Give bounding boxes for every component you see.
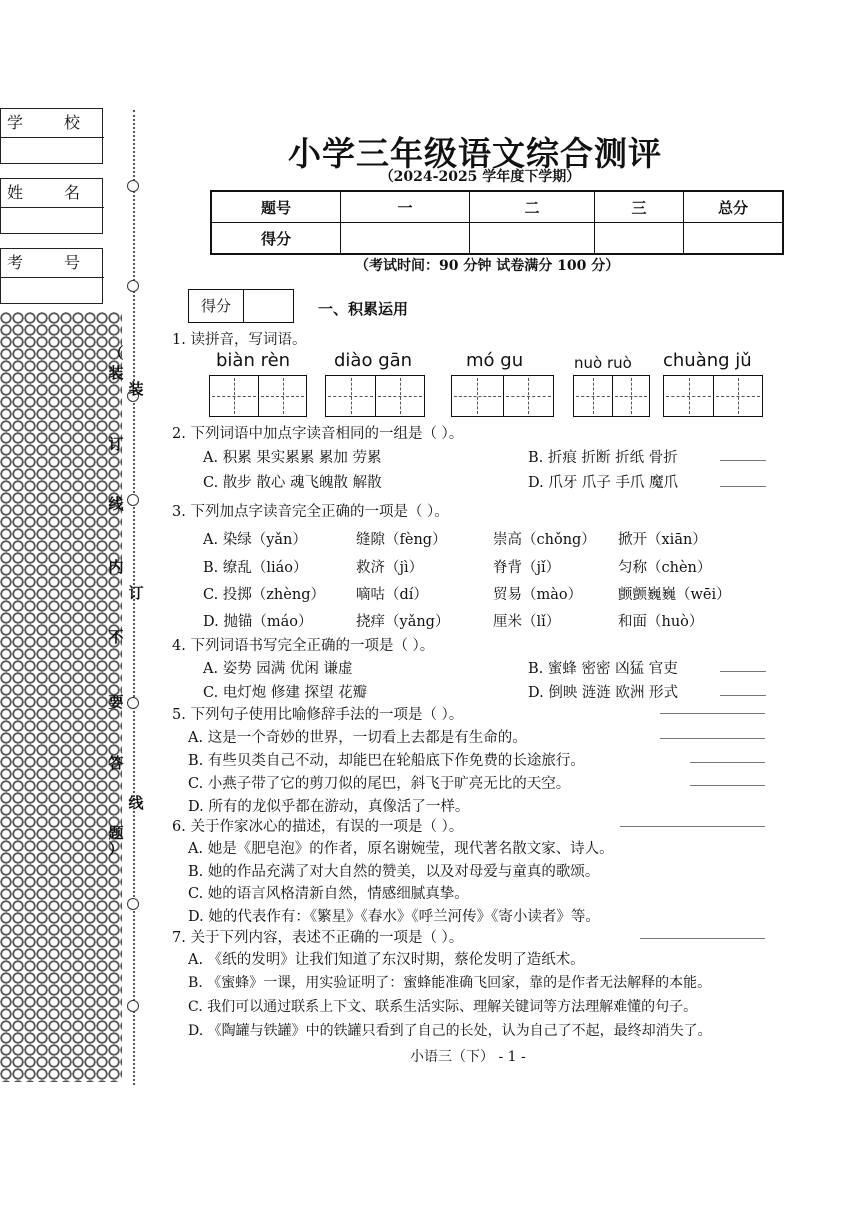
binding-char: 线 <box>128 794 144 812</box>
option-b[interactable]: B. 蜜蜂 密密 凶猛 官吏 <box>528 661 678 677</box>
score-cell[interactable] <box>595 223 684 255</box>
binding-hole <box>127 1000 139 1012</box>
option-c[interactable]: C. 我们可以通过联系上下文、联系生活实际、理解关键词等方法理解难懂的句子。 <box>188 999 698 1015</box>
question-stem: 4. 下列词语书写完全正确的一项是（ ）。 <box>172 638 435 654</box>
exam-number-label: 考 号 <box>1 249 104 278</box>
pinyin-label: chuàng jǔ <box>663 350 752 371</box>
writing-grid[interactable] <box>451 375 554 417</box>
binding-char: （ <box>108 344 124 362</box>
option-b-word: 匀称（chèn） <box>618 560 712 576</box>
score-header-cell: 三 <box>595 191 684 223</box>
rule-line <box>640 938 765 939</box>
option-b[interactable]: B. 缭乱（liáo） <box>203 560 308 576</box>
option-a-word: 缝隙（fèng） <box>356 532 447 548</box>
option-d-word: 厘米（lǐ） <box>493 614 561 630</box>
name-field[interactable] <box>0 178 103 234</box>
binding-texture <box>0 312 122 1082</box>
score-cell: 得分 <box>211 223 341 255</box>
binding-char: 装 <box>128 380 144 398</box>
option-b[interactable]: B. 《蜜蜂》一课，用实验证明了：蜜蜂能准确飞回家，靠的是作者无法解释的本能。 <box>188 975 712 991</box>
pinyin-label: diào gān <box>334 350 413 371</box>
pinyin-label: nuò ruò <box>574 354 632 372</box>
option-a[interactable]: A. 姿势 园满 优闲 谦虚 <box>203 661 353 677</box>
section-score-label: 得分 <box>189 290 244 322</box>
option-c[interactable]: C. 她的语言风格清新自然，情感细腻真挚。 <box>188 886 469 902</box>
score-table-header-row <box>211 191 783 223</box>
binding-hole <box>127 180 139 192</box>
question-stem: 2. 下列词语中加点字读音相同的一组是（ ）。 <box>172 426 464 442</box>
binding-char: 题 <box>108 824 124 842</box>
option-b-word: 脊背（jǐ） <box>493 560 561 576</box>
option-b[interactable]: B. 她的作品充满了对大自然的赞美，以及对母爱与童真的歌颂。 <box>188 864 600 880</box>
page-subtitle: （2024-2025 学年度下学期） <box>379 169 581 185</box>
binding-hole <box>127 494 139 506</box>
question-stem: 5. 下列句子使用比喻修辞手法的一项是（ ）。 <box>172 707 464 723</box>
binding-char: 不 <box>108 628 124 646</box>
question-stem: 1. 读拼音，写词语。 <box>172 332 307 348</box>
binding-char: 装 <box>108 364 124 382</box>
option-b-word: 救济（jì） <box>356 560 424 576</box>
binding-char: 要 <box>108 693 124 711</box>
option-c-word: 颤颤巍巍（wēi） <box>618 587 731 603</box>
score-cell[interactable] <box>341 223 470 255</box>
option-c[interactable]: C. 小燕子带了它的剪刀似的尾巴，斜飞于旷亮无比的天空。 <box>188 776 571 792</box>
option-d[interactable]: D. 爪牙 爪子 手爪 魔爪 <box>528 475 679 491</box>
name-label: 姓 名 <box>1 179 104 208</box>
option-c[interactable]: C. 电灯炮 修建 探望 花瓣 <box>203 685 368 701</box>
score-header-cell: 总分 <box>684 191 784 223</box>
score-header-cell: 题号 <box>211 191 341 223</box>
option-a[interactable]: A. 这是一个奇妙的世界，一切看上去都是有生命的。 <box>188 730 527 746</box>
binding-hole <box>127 280 139 292</box>
option-b[interactable]: B. 有些贝类自己不动，却能巴在轮船底下作免费的长途旅行。 <box>188 753 585 769</box>
rule-line <box>660 738 765 739</box>
score-cell[interactable] <box>470 223 595 255</box>
rule-line <box>690 785 765 786</box>
option-d-word: 挠痒（yǎng） <box>356 614 450 630</box>
question-stem: 7. 关于下列内容，表述不正确的一项是（ ）。 <box>172 930 464 946</box>
exam-info: （考试时间：90 分钟 试卷满分 100 分） <box>355 258 620 274</box>
option-d[interactable]: D. 抛锚（máo） <box>203 614 313 630</box>
pinyin-label: mó gu <box>466 350 524 371</box>
binding-char: 线 <box>108 495 124 513</box>
binding-char: 内 <box>108 558 124 576</box>
binding-char: 订 <box>108 435 124 453</box>
option-d-word: 和面（huò） <box>618 614 704 630</box>
section-score-box[interactable] <box>188 289 294 323</box>
exam-number-field[interactable] <box>0 248 103 304</box>
option-a-word: 掀开（xiān） <box>618 532 707 548</box>
rule-line <box>720 671 766 672</box>
binding-hole <box>127 697 139 709</box>
option-a-word: 崇高（chǒng） <box>493 532 596 548</box>
rule-line <box>620 826 765 827</box>
option-a[interactable]: A. 《纸的发明》让我们知道了东汉时期，蔡伦发明了造纸术。 <box>188 952 585 968</box>
option-a[interactable]: A. 积累 果实累累 累加 劳累 <box>203 450 382 466</box>
writing-grid[interactable] <box>663 375 763 417</box>
school-label: 学 校 <box>1 109 104 138</box>
score-table-score-row <box>211 223 783 255</box>
binding-char: ） <box>108 840 124 858</box>
rule-line <box>720 486 766 487</box>
rule-line <box>660 713 765 714</box>
option-a[interactable]: A. 染绿（yǎn） <box>203 532 307 548</box>
page-footer: 小语三（下） - 1 - <box>410 1049 526 1065</box>
option-c-word: 贸易（mào） <box>493 587 583 603</box>
option-d[interactable]: D. 《陶罐与铁罐》中的铁罐只看到了自己的长处，认为自己了不起，最终却消失了。 <box>188 1023 712 1039</box>
binding-hole <box>127 898 139 910</box>
option-c[interactable]: C. 投掷（zhèng） <box>203 587 325 603</box>
option-a[interactable]: A. 她是《肥皂泡》的作者，原名谢婉莹，现代著名散文家、诗人。 <box>188 841 614 857</box>
option-d[interactable]: D. 所有的龙似乎都在游动，真像活了一样。 <box>188 799 470 815</box>
question-stem: 6. 关于作家冰心的描述，有误的一项是（ ）。 <box>172 819 464 835</box>
score-cell[interactable] <box>684 223 784 255</box>
option-d[interactable]: D. 她的代表作有：《繁星》《春水》《呼兰河传》《寄小读者》等。 <box>188 909 600 925</box>
score-header-cell: 二 <box>470 191 595 223</box>
option-b[interactable]: B. 折痕 折断 折纸 骨折 <box>528 450 678 466</box>
writing-grid[interactable] <box>573 375 650 417</box>
rule-line <box>720 695 766 696</box>
page-title: 小学三年级语文综合测评 <box>288 134 662 173</box>
pinyin-label: biàn rèn <box>216 350 291 371</box>
rule-line <box>690 762 765 763</box>
question-stem: 3. 下列加点字读音完全正确的一项是（ ）。 <box>172 504 449 520</box>
rule-line <box>720 460 766 461</box>
score-header-cell: 一 <box>341 191 470 223</box>
writing-grid[interactable] <box>209 375 307 417</box>
writing-grid[interactable] <box>325 375 425 417</box>
option-c-word: 嘀咕（dí） <box>356 587 428 603</box>
section-title: 一、积累运用 <box>318 300 409 318</box>
option-d[interactable]: D. 倒映 涟涟 欧洲 形式 <box>528 685 679 701</box>
binding-char: 订 <box>128 584 144 602</box>
binding-char: 答 <box>108 754 124 772</box>
option-c[interactable]: C. 散步 散心 魂飞魄散 解散 <box>203 475 382 491</box>
score-table <box>210 190 784 255</box>
